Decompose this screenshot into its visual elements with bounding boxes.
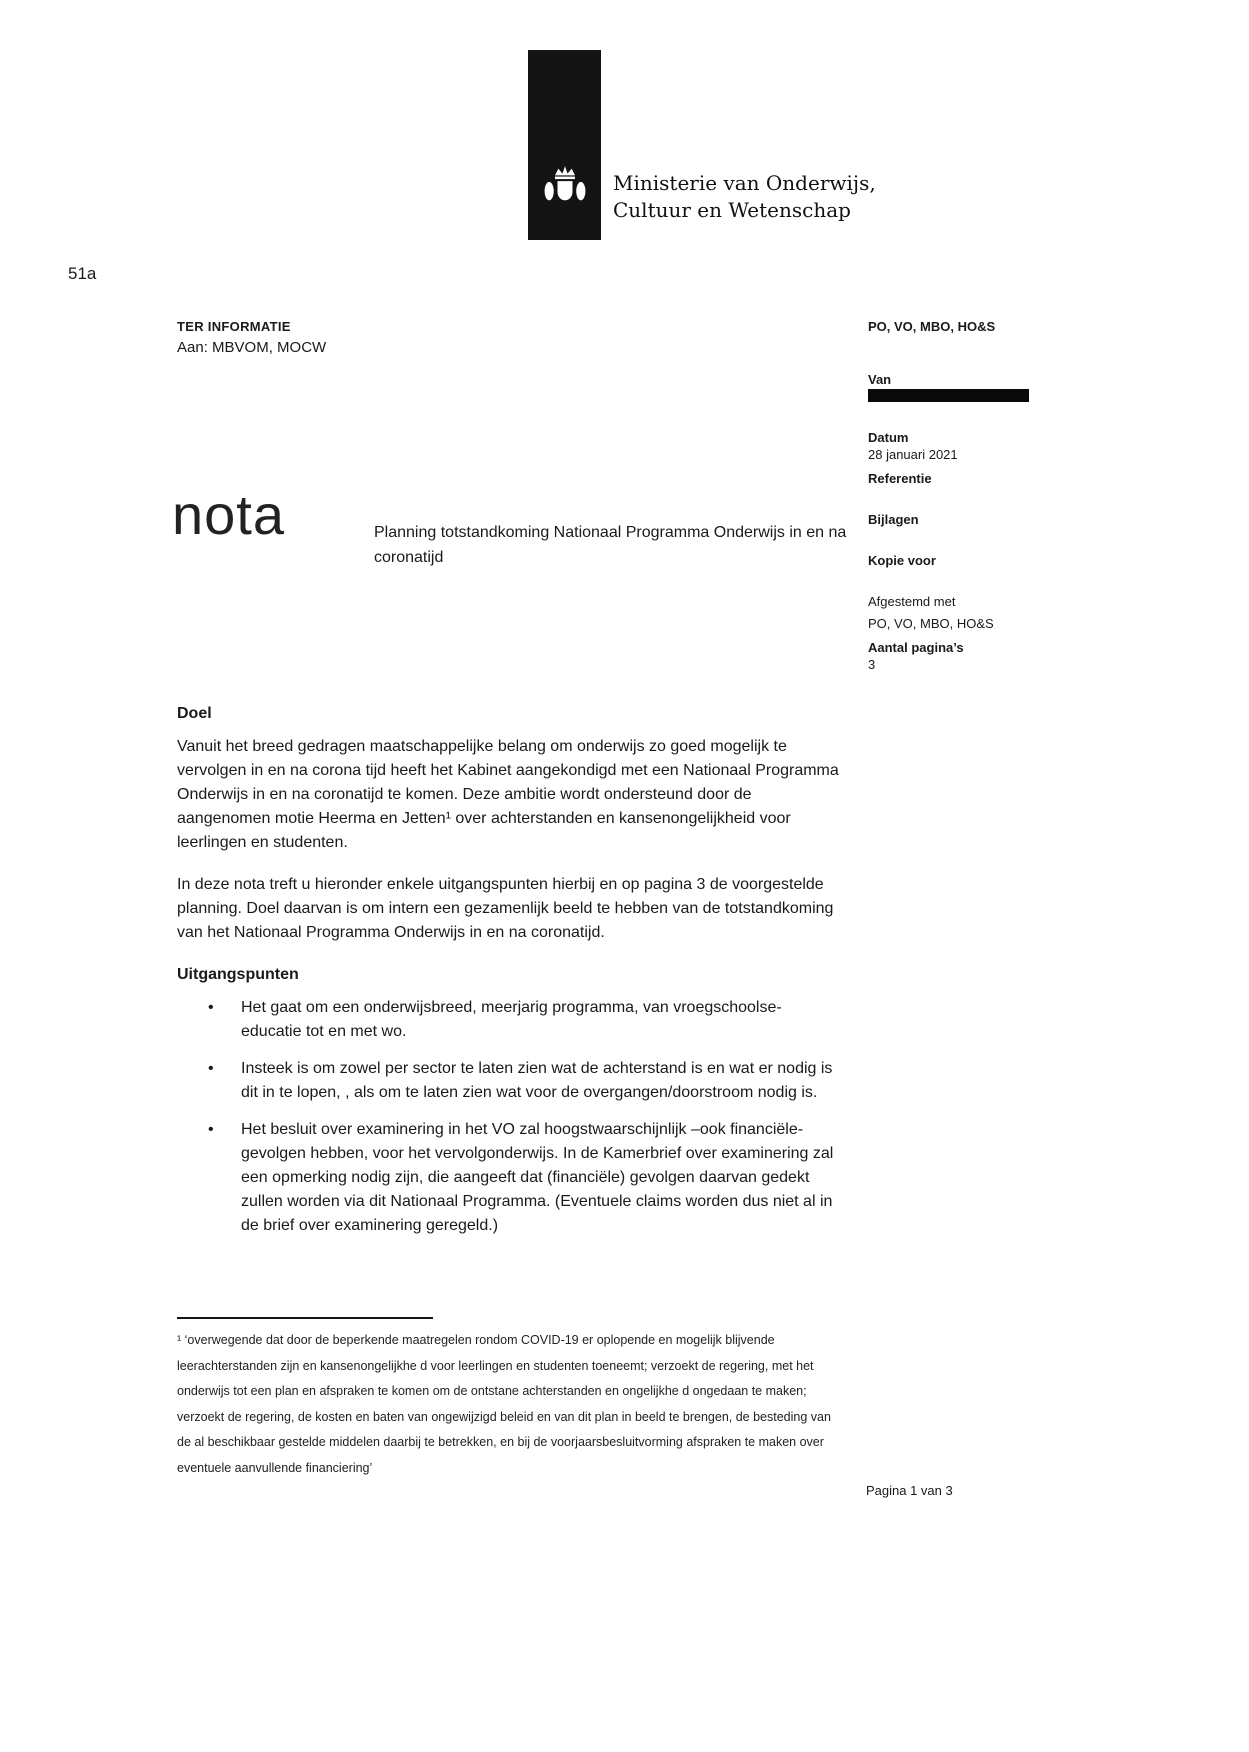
aantal-paginas-label: Aantal pagina’s <box>868 640 964 655</box>
main-text-column <box>177 702 840 1251</box>
afgestemd-met-value: PO, VO, MBO, HO&S <box>868 616 994 631</box>
ministry-logo-block <box>528 50 601 240</box>
doel-heading: Doel <box>177 705 212 722</box>
van-label: Van <box>868 372 892 387</box>
body-paragraph: In deze nota treft u hieronder enkele uitgangspunten hierbij en op pagina 3 de voorgestelde planning. Doel daarvan is om intern een gezamenlijk beeld te hebben van de totstandkoming van het Nationaal Programma Onderwijs in en na coronatijd. <box>177 876 834 941</box>
uitgangspunten-list <box>177 996 840 1238</box>
list-item: • Insteek is om zowel per sector te laten zien wat de achterstand is en wat er nodig is dit in te lopen, , als om te laten zien wat voor de overgangen/doorstroom nodig is. <box>177 1057 840 1105</box>
list-item: • Het besluit over examinering in het VO zal hoogstwaarschijnlijk –ook financiële- gevolgen hebben, voor het vervolgonderwijs. In de Kamerbrief over examinering zal een opmerking nodig zijn, die aangeeft dat (financiële) gevolgen daarvan gedekt zullen worden via dit Nationaal Programma. (Eventuele claims worden dus niet al in de brief over examinering geregeld.) <box>177 1118 840 1238</box>
kopie-voor-label: Kopie voor <box>868 553 936 568</box>
body-paragraph: Vanuit het breed gedragen maatschappelijke belang om onderwijs zo goed mogelijk te vervolgen in en na corona tijd heeft het Kabinet aangekondigd met een Nationaal Programma Onderwijs in en na coronatijd te komen. Deze ambitie wordt ondersteund door de aangenomen motie Heerma en Jetten¹ over achterstanden en kansenongelijkheid voor leerlingen en studenten. <box>177 738 839 851</box>
sectors-label: PO, VO, MBO, HO&S <box>868 319 996 334</box>
document-number: 51a <box>68 264 97 283</box>
afgestemd-met-label: Afgestemd met <box>868 594 956 609</box>
datum-value: 28 januari 2021 <box>868 447 958 462</box>
ministry-name: Ministerie van Onderwijs, Cultuur en Wetenschap <box>613 171 876 222</box>
rijksoverheid-coat-of-arms-icon <box>540 162 590 212</box>
referentie-label: Referentie <box>868 471 932 486</box>
bijlagen-label: Bijlagen <box>868 512 919 527</box>
classification-label: TER INFORMATIE <box>177 319 291 334</box>
recipient-line: Aan: MBVOM, MOCW <box>177 339 327 356</box>
list-item: • Het gaat om een onderwijsbreed, meerjarig programma, van vroegschoolse- educatie tot en met wo. <box>177 996 840 1044</box>
aantal-paginas-value: 3 <box>868 657 876 672</box>
page-number: Pagina 1 van 3 <box>866 1483 953 1498</box>
document-subject: Planning totstandkoming Nationaal Programma Onderwijs in en na coronatijd <box>374 524 847 566</box>
document-type-title: nota <box>172 483 285 546</box>
uitgangspunten-heading: Uitgangspunten <box>177 966 299 983</box>
footnote-separator <box>177 1317 433 1319</box>
datum-label: Datum <box>868 430 909 445</box>
footnote-text: ¹ ‘overwegende dat door de beperkende maatregelen rondom COVID-19 er oplopende en mogelijk blijvende leerachterstanden zijn en kansenongelijkhe d voor leerlingen en studenten toeneemt; verzoekt de regering, met het onderwijs tot een plan en afspraken te komen om de ontstane achterstanden en ongelijkhe d ongedaan te maken; verzoekt de regering, de kosten en baten van ongewijzigd beleid en van dit plan in beeld te brengen, de besteding van de al beschikbaar gestelde middelen daarbij te betrekken, en bij de voorjaarsbesluitvorming afspraken te maken over eventuele aanvullende financiering’ <box>177 1333 831 1475</box>
redacted-value-bar <box>868 389 1029 402</box>
